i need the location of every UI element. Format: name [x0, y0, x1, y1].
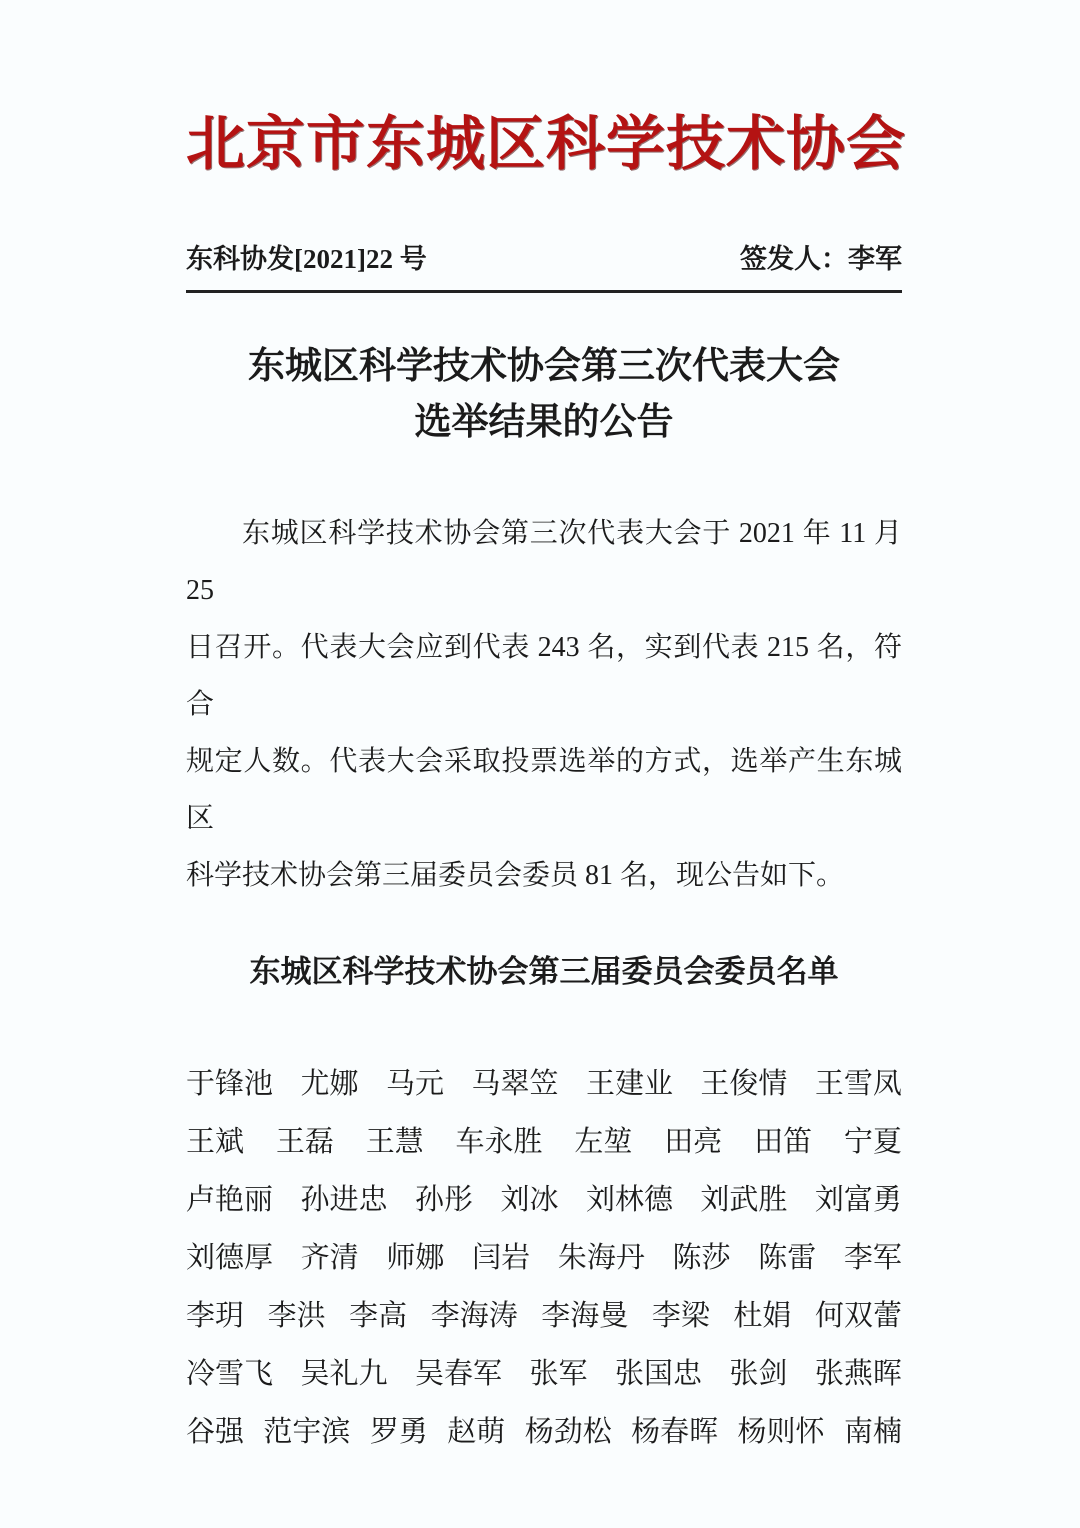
member-name: 罗勇 — [369, 1416, 428, 1448]
member-name: 刘冰 — [500, 1184, 559, 1216]
member-name: 杨则怀 — [737, 1416, 825, 1448]
name-row — [186, 1229, 902, 1287]
body-line: 东城区科学技术协会第三次代表大会于 2021 年 11 月 25 — [186, 518, 902, 606]
member-name: 张剑 — [729, 1358, 788, 1390]
member-name: 吴春军 — [414, 1358, 502, 1390]
member-name: 李高 — [349, 1300, 408, 1332]
announcement-body — [186, 505, 902, 904]
member-name: 左堃 — [574, 1126, 633, 1158]
member-name: 齐清 — [300, 1242, 359, 1274]
member-list-heading: 东城区科学技术协会第三届委员会委员名单 — [249, 954, 839, 989]
member-name: 何双蕾 — [814, 1300, 902, 1332]
member-name: 赵萌 — [447, 1416, 506, 1448]
name-row — [186, 1403, 902, 1461]
name-row — [186, 1345, 902, 1403]
member-name: 杨劲松 — [524, 1416, 612, 1448]
member-name: 刘德厚 — [186, 1242, 274, 1274]
member-name: 王慧 — [365, 1126, 424, 1158]
member-name: 马元 — [385, 1068, 444, 1100]
member-name: 田笛 — [754, 1126, 813, 1158]
separator-line — [186, 290, 902, 293]
letterhead-org-title: 北京市东城区科学技术协会 — [186, 111, 907, 177]
member-name: 陈雷 — [758, 1242, 817, 1274]
body-line: 规定人数。代表大会采取投票选举的方式，选举产生东城区 — [186, 746, 902, 834]
member-name: 杜娟 — [733, 1300, 792, 1332]
member-name: 王磊 — [275, 1126, 334, 1158]
member-name: 马翠笠 — [471, 1068, 559, 1100]
issuer-name: 签发人：李军 — [740, 244, 902, 274]
member-name: 师娜 — [386, 1242, 445, 1274]
member-name: 李玥 — [186, 1300, 245, 1332]
member-name: 朱海丹 — [557, 1242, 645, 1274]
member-name: 范宇滨 — [263, 1416, 351, 1448]
member-name: 冷雪飞 — [186, 1358, 274, 1390]
member-name: 李洪 — [267, 1300, 326, 1332]
body-line: 科学技术协会第三届委员会委员 81 名，现公告如下。 — [186, 860, 845, 891]
member-name: 杨春晖 — [631, 1416, 719, 1448]
member-name: 卢艳丽 — [186, 1184, 274, 1216]
announcement-title — [186, 339, 902, 451]
name-row — [186, 1055, 902, 1113]
member-name: 孙彤 — [414, 1184, 473, 1216]
member-name: 李军 — [843, 1242, 902, 1274]
member-name: 刘富勇 — [814, 1184, 902, 1216]
member-name: 南楠 — [843, 1416, 902, 1448]
member-name: 闫岩 — [472, 1242, 531, 1274]
name-row — [186, 1287, 902, 1345]
member-name: 尤娜 — [300, 1068, 359, 1100]
member-name: 刘林德 — [585, 1184, 673, 1216]
member-name: 李海曼 — [541, 1300, 629, 1332]
member-name: 王俊情 — [700, 1068, 788, 1100]
member-name: 李海涛 — [430, 1300, 518, 1332]
member-name-list — [186, 1055, 902, 1461]
member-name: 王建业 — [585, 1068, 673, 1100]
name-row — [186, 1113, 902, 1171]
member-name: 谷强 — [186, 1416, 245, 1448]
member-name: 车永胜 — [455, 1126, 543, 1158]
member-name: 陈莎 — [672, 1242, 731, 1274]
member-name: 张国忠 — [614, 1358, 702, 1390]
announcement-title-line1: 东城区科学技术协会第三次代表大会 — [248, 346, 840, 387]
member-name: 刘武胜 — [700, 1184, 788, 1216]
doc-number: 东科协发[2021]22 号 — [186, 244, 427, 274]
member-name: 李梁 — [651, 1300, 710, 1332]
member-name: 孙进忠 — [300, 1184, 388, 1216]
member-name: 田亮 — [664, 1126, 723, 1158]
member-name: 吴礼九 — [300, 1358, 388, 1390]
name-row — [186, 1171, 902, 1229]
doc-info-row — [186, 237, 902, 276]
member-name: 张军 — [529, 1358, 588, 1390]
announcement-title-line2: 选举结果的公告 — [414, 402, 674, 443]
member-name: 王雪凤 — [814, 1068, 902, 1100]
member-name: 王斌 — [186, 1126, 245, 1158]
member-name: 宁夏 — [843, 1126, 902, 1158]
body-line: 日召开。代表大会应到代表 243 名，实到代表 215 名，符合 — [186, 632, 902, 720]
member-name: 于锋池 — [186, 1068, 274, 1100]
member-name: 张燕晖 — [814, 1358, 902, 1390]
